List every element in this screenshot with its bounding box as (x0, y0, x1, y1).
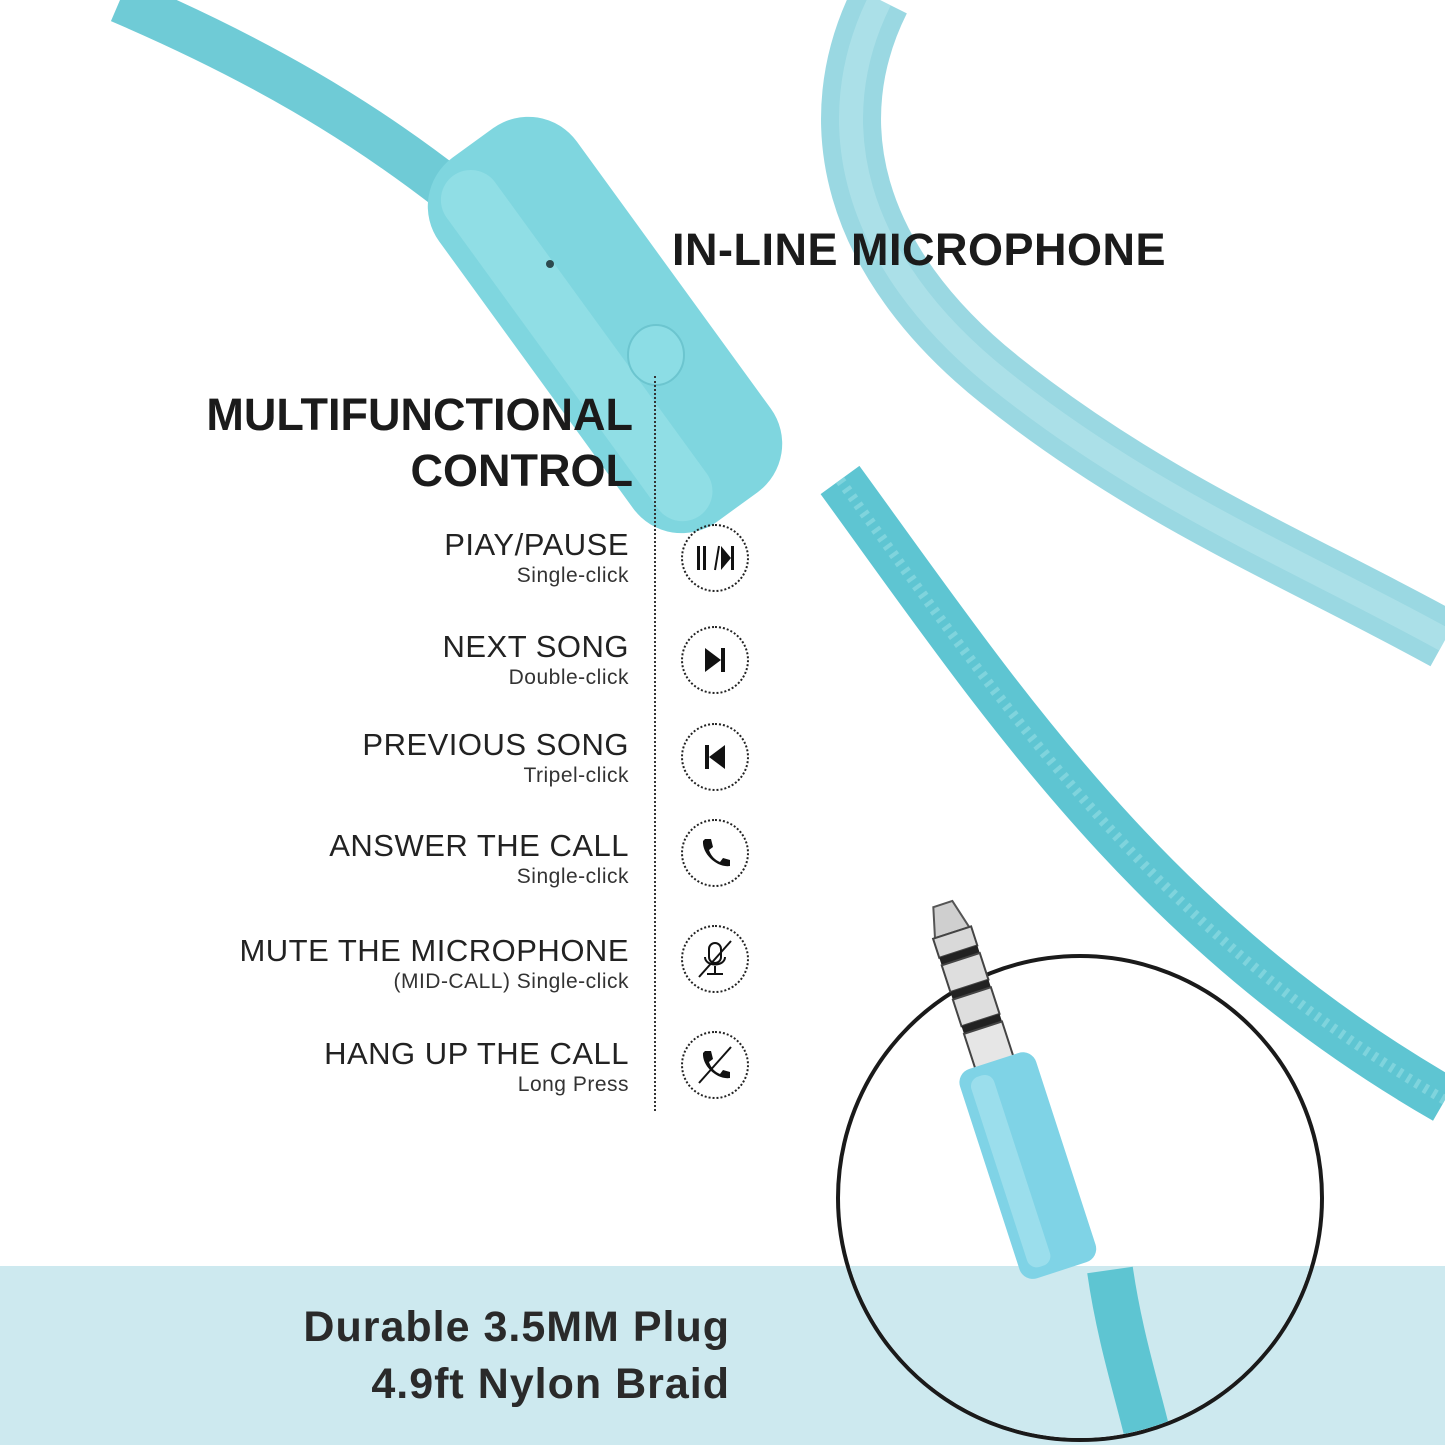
cable-top (120, 0, 450, 190)
function-item (149, 728, 629, 790)
previous-track-icon (681, 723, 749, 791)
function-title: ANSWER THE CALL (329, 828, 629, 863)
mute-microphone-icon (681, 925, 749, 993)
function-action: Long Press (517, 1073, 629, 1096)
function-item (149, 934, 629, 996)
multifunctional-heading-line1: MULTIFUNCTIONAL (206, 389, 633, 440)
dotted-divider (654, 376, 656, 1111)
function-title: PIAY/PAUSE (444, 527, 629, 562)
next-track-icon (681, 626, 749, 694)
function-action: (MID-CALL) Single-click (393, 970, 629, 993)
phone-answer-icon (681, 819, 749, 887)
function-action: Single-click (516, 865, 629, 888)
plug-feature-line2: 4.9ft Nylon Braid (371, 1360, 730, 1408)
function-item (149, 528, 629, 590)
function-title: HANG UP THE CALL (324, 1036, 629, 1071)
function-action: Single-click (516, 564, 629, 587)
mic-hole (546, 260, 554, 268)
function-title: PREVIOUS SONG (362, 727, 629, 762)
function-title: NEXT SONG (442, 629, 629, 664)
function-action: Double-click (508, 666, 629, 689)
multifunctional-heading-line2: CONTROL (410, 445, 633, 496)
hang-up-icon (681, 1031, 749, 1099)
function-item (149, 829, 629, 891)
play-pause-icon (681, 524, 749, 592)
function-item (149, 630, 629, 692)
inline-microphone-heading: IN-LINE MICROPHONE (672, 224, 1167, 275)
function-title: MUTE THE MICROPHONE (239, 933, 629, 968)
function-item (149, 1037, 629, 1099)
plug-feature-line1: Durable 3.5MM Plug (303, 1303, 730, 1351)
control-button (628, 325, 684, 385)
function-action: Tripel-click (523, 764, 629, 787)
